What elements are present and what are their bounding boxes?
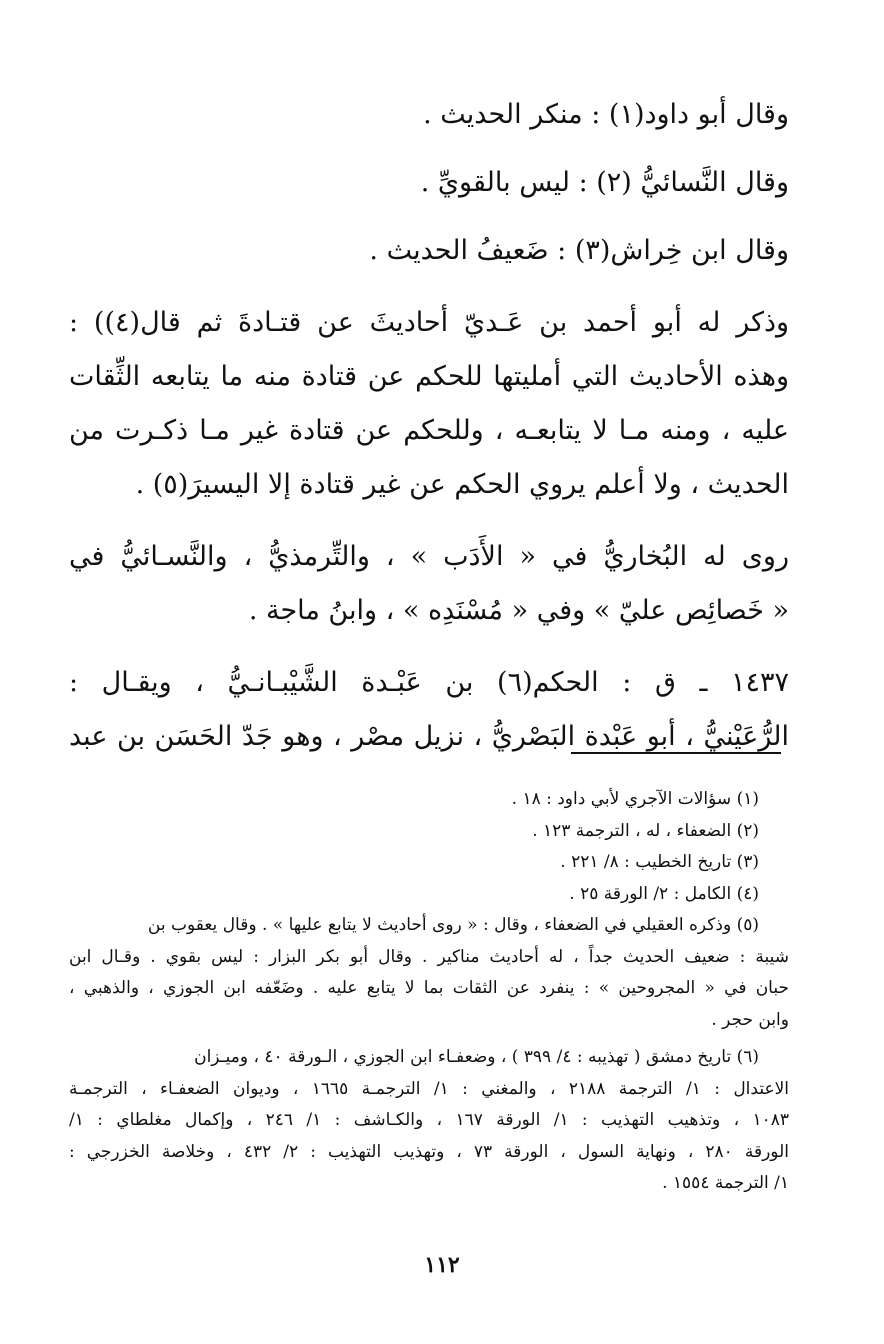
page-number: ١١٢ — [424, 1252, 460, 1278]
footnote-1: (١) سؤالات الآجري لأبي داود : ١٨ . — [511, 789, 759, 809]
footnote-line: وابن حجر . — [711, 1009, 789, 1030]
text-line: وهذه الأحاديث التي أمليتها للحكم عن قتادة منه ما يتابعه الثِّقات — [69, 361, 789, 392]
footnote-3: (٣) تاريخ الخطيب : ٨/ ٢٢١ . — [560, 852, 759, 872]
text-line: الرُّعَيْنيُّ ، أبو عَبْدة البَصْريُّ ، نزيل مصْر ، وهو جَدّ الحَسَن بن عبد — [69, 721, 789, 752]
footnote-5 — [69, 910, 789, 1036]
entry-heading-line: ١٤٣٧ ـ ق : الحكم(٦) بن عَبْـدة الشَّيْبـانـيُّ ، ويقـال : — [69, 667, 789, 698]
text-line: عليه ، ومنه مـا لا يتابعـه ، وللحكم عن قتادة غير مـا ذكـرت من — [69, 415, 789, 446]
text-line: وقال أبو داود(١) : منكر الحديث . — [423, 99, 789, 130]
footnote-line: (٦) تاريخ دمشق ( تهذيبه : ٤/ ٣٩٩ ) ، وضعفـاء ابن الجوزي ، الـورقة ٤٠ ، وميـزان — [194, 1047, 759, 1067]
text-line: « خَصائِص عليّ » وفي « مُسْنَدِه » ، وابنُ ماجة . — [248, 595, 789, 626]
footnote-divider — [571, 752, 781, 754]
footnote-6 — [69, 1042, 789, 1200]
footnote-line: ١٠٨٣ ، وتذهيب التهذيب : ١/ الورقة ١٦٧ ، والكـاشف : ١/ ٢٤٦ ، وإكمال مغلطاي : ١/ — [69, 1110, 789, 1130]
text-line: وذكر له أبو أحمد بن عَـديّ أحاديثَ عن قتـادةَ ثم قال(٤)) : — [69, 307, 790, 338]
footnote-2: (٢) الضعفاء ، له ، الترجمة ١٢٣ . — [532, 820, 759, 841]
footnote-line: الورقة ٢٨٠ ، ونهاية السول ، الورقة ٧٣ ، وتهذيب التهذيب : ٢/ ٤٣٢ ، وخلاصة الخزرجي : — [69, 1141, 789, 1162]
footnote-line: ١/ الترجمة ١٥٥٤ . — [662, 1173, 789, 1193]
text-line: روى له البُخاريُّ في « الأَدَب » ، والتِّرمذيُّ ، والنَّسـائيُّ في — [69, 541, 789, 572]
footnote-line: حبان في « المجروحين » : ينفرد عن الثقات بما لا يتابع عليه . وضَعّفه ابن الجوزي ، والذهبي ، — [69, 978, 789, 998]
footnote-line: شيبة : ضعيف الحديث جداً ، له أحاديث مناكير . وقال أبو بكر البزار : ليس بقوي . وقـال ابن — [69, 946, 789, 967]
text-line: وقال النَّسائيُّ (٢) : ليس بالقويِّ . — [420, 167, 789, 198]
footnote-line: (٥) وذكره العقيلي في الضعفاء ، وقال : « روى أحاديث لا يتابع عليها » . وقال يعقوب بن — [147, 915, 759, 935]
text-line: وقال ابن خِراش(٣) : ضَعيفُ الحديث . — [369, 235, 789, 266]
text-line: الحديث ، ولا أعلم يروي الحكم عن غير قتادة إلا اليسيرَ(٥) . — [135, 469, 789, 500]
footnote-4: (٤) الكامل : ٢/ الورقة ٢٥ . — [569, 883, 759, 904]
main-text-block — [69, 88, 789, 764]
footnotes-block — [69, 784, 789, 1200]
footnote-line: الاعتدال : ١/ الترجمة ٢١٨٨ ، والمغني : ١/ الترجمـة ١٦٦٥ ، وديوان الضعفـاء ، الترجمـة — [69, 1078, 790, 1099]
